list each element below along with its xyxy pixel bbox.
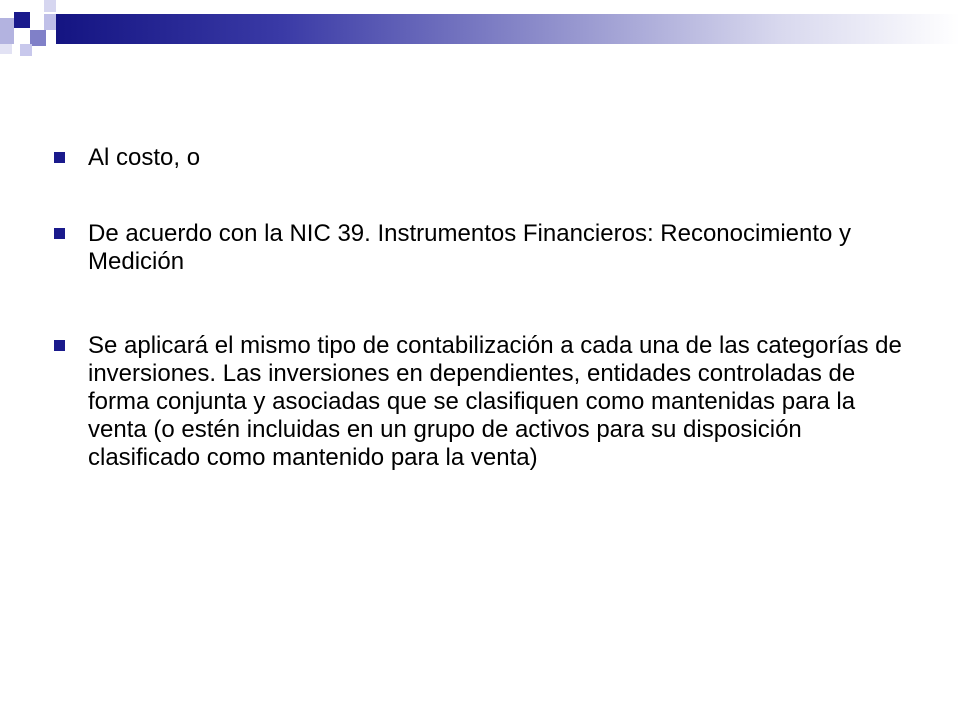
bullet-text: Al costo, o [88, 144, 201, 171]
decor-square [60, 0, 70, 12]
bullet-item [52, 220, 902, 276]
square-bullet-icon [54, 228, 65, 239]
header-decoration [0, 0, 960, 60]
decor-square [30, 30, 46, 46]
bullet-item [52, 144, 902, 172]
bullet-text: Se aplicará el mismo tipo de contabilización a cada una de las categorías de inversiones. Las inversiones en dependientes, entidades controladas de forma conjunta y asociadas que se clasifiquen como mantenidas para la venta (o estén incluidas en un grupo de activos para su disposición clasificado como mantenido para la venta) [88, 332, 902, 471]
slide-content [52, 144, 902, 472]
square-bullet-icon [54, 152, 65, 163]
decor-square [0, 44, 12, 54]
decor-square [14, 12, 30, 28]
bullet-item [52, 332, 902, 472]
bullet-list [52, 144, 902, 472]
header-gradient-bar [56, 14, 960, 44]
decor-square [0, 18, 14, 44]
decor-square [20, 44, 32, 56]
decor-square [0, 0, 12, 12]
square-bullet-icon [54, 340, 65, 351]
bullet-text: De acuerdo con la NIC 39. Instrumentos Financieros: Reconocimiento y Medición [88, 220, 852, 275]
decor-square [44, 0, 56, 12]
